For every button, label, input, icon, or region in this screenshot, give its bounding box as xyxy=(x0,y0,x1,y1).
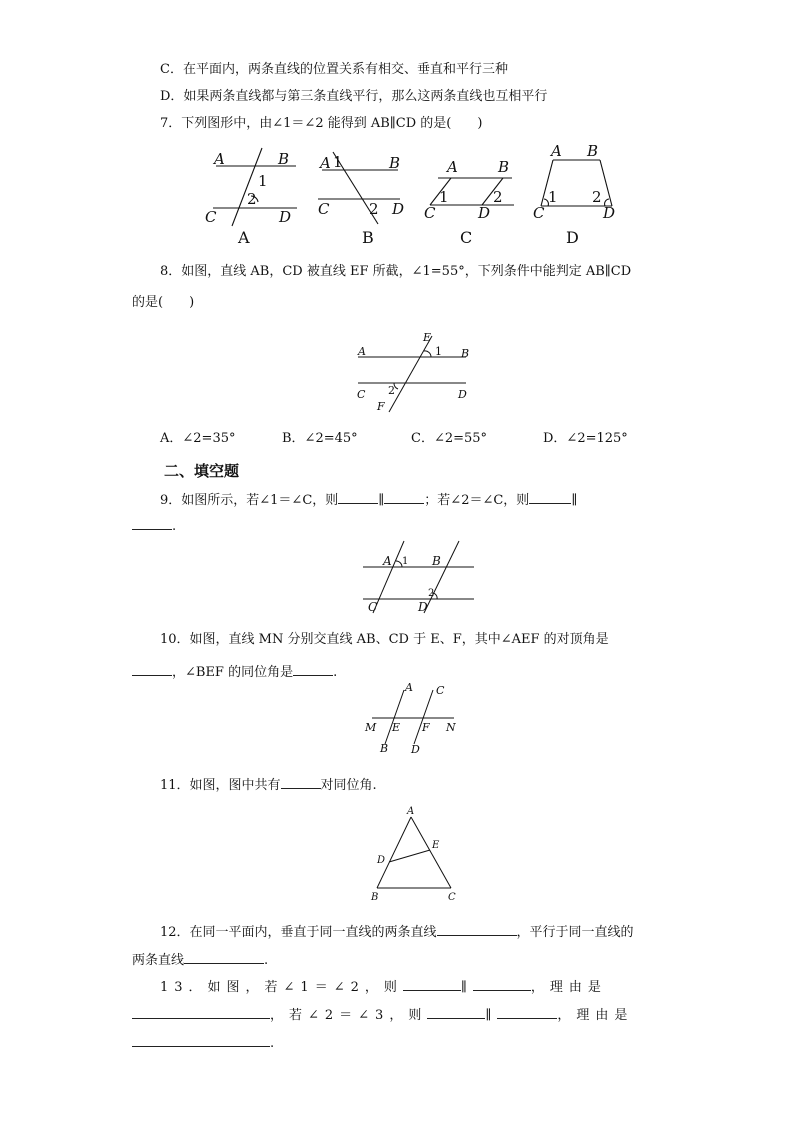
q7c-label-2: 2 xyxy=(493,188,503,206)
q10-figure xyxy=(0,680,794,760)
q10-label-c: C xyxy=(436,684,445,697)
q7-figures xyxy=(0,140,794,270)
q13-blank-3[interactable] xyxy=(132,1005,270,1019)
q13-blank-1[interactable] xyxy=(403,977,461,991)
q10-text-1: 10．如图，直线 MN 分别交直线 AB、CD 于 E、F，其中∠AEF 的对顶角是 xyxy=(160,632,609,647)
q7d-label-1: 1 xyxy=(548,188,558,206)
q13-period: . xyxy=(270,1036,275,1051)
q9-blank-3[interactable] xyxy=(529,490,571,504)
q7d-label-d: D xyxy=(603,204,616,222)
q10-stem xyxy=(160,633,609,646)
q7d-label-b: B xyxy=(587,142,599,160)
q10-blank-1[interactable] xyxy=(132,662,172,676)
q7c-label-b: B xyxy=(498,158,510,176)
q7a-label-d: D xyxy=(279,208,292,226)
q12-text-3: 两条直线 xyxy=(132,953,185,968)
q8-label-f: F xyxy=(377,400,385,413)
q9-period: . xyxy=(172,519,177,534)
q11-text-2: 对同位角. xyxy=(320,778,377,793)
q7b-label-2: 2 xyxy=(369,200,379,218)
q13-parallel-2: ∥ xyxy=(485,1008,498,1023)
q8-label-a: A xyxy=(358,345,366,358)
q13-text-1: 13．如图，若∠1＝∠2，则 xyxy=(160,980,403,995)
q6-option-d: D．如果两条直线都与第三条直线平行，那么这两条直线也互相平行 xyxy=(160,89,548,104)
q12-text-1: 12．在同一平面内，垂直于同一直线的两条直线 xyxy=(160,925,437,940)
q8-option-c: C．∠2=55° xyxy=(411,431,488,446)
q9-parallel-1: ∥ xyxy=(378,493,385,508)
q13-stem-line3 xyxy=(132,1033,274,1050)
section-fill-in-heading: 二、填空题 xyxy=(164,462,240,480)
q8-label-b: B xyxy=(461,347,470,360)
q11-label-d: D xyxy=(377,855,386,866)
q9-label-a: A xyxy=(383,554,392,568)
q13-text-4: ，理由是 xyxy=(557,1008,634,1023)
q11-label-e: E xyxy=(432,840,440,851)
q7c-label-1: 1 xyxy=(439,188,449,206)
q7c-label-c: C xyxy=(424,204,436,222)
q9-label-1: 1 xyxy=(402,556,409,567)
q13-blank-6[interactable] xyxy=(132,1033,270,1047)
q13-stem-line2 xyxy=(132,1005,633,1022)
q7b-label-c: C xyxy=(318,200,330,218)
q13-blank-2[interactable] xyxy=(473,977,531,991)
q10-label-f: F xyxy=(422,721,430,734)
q10-stem-line2 xyxy=(132,662,337,679)
q7b-label-d: D xyxy=(392,200,405,218)
q8-option-d: D．∠2=125° xyxy=(543,431,628,446)
q13-text-2: ，理由是 xyxy=(530,980,607,995)
q7c-label-a: A xyxy=(447,158,458,176)
q9-parallel-2: ∥ xyxy=(571,493,578,508)
q9-stem-line2 xyxy=(132,516,176,533)
q8-figure xyxy=(0,328,794,418)
q10-blank-2[interactable] xyxy=(293,662,333,676)
q8-label-c: C xyxy=(357,388,366,401)
q8-label-d: D xyxy=(458,388,467,401)
q9-text-2: ；若∠2＝∠C，则 xyxy=(424,493,530,508)
q11-stem xyxy=(160,775,377,792)
q8-stem-line1: 8．如图，直线 AB，CD 被直线 EF 所截，∠1=55°，下列条件中能判定 AB∥CD xyxy=(160,264,632,279)
q7b-label-1: 1 xyxy=(333,153,343,171)
q9-label-d: D xyxy=(418,600,428,614)
q9-blank-4[interactable] xyxy=(132,516,172,530)
q8-label-2: 2 xyxy=(388,384,395,397)
q10-text-2: ，∠BEF 的同位角是 xyxy=(172,665,294,680)
q8-option-a: A．∠2=35° xyxy=(160,431,236,446)
q7b-label-b: B xyxy=(389,154,401,172)
q8-option-b: B．∠2=45° xyxy=(282,431,358,446)
q13-text-3: ，若∠2＝∠3，则 xyxy=(270,1008,428,1023)
q13-stem xyxy=(160,977,607,994)
q9-stem xyxy=(160,490,577,507)
q11-label-b: B xyxy=(371,892,379,903)
q13-parallel-1: ∥ xyxy=(460,980,473,995)
q7a-label-a: A xyxy=(214,150,225,168)
q10-period: . xyxy=(333,665,338,680)
q7-caption-d: D xyxy=(566,228,579,247)
q9-figure xyxy=(0,538,794,618)
q10-label-n: N xyxy=(446,721,456,734)
q7c-label-d: D xyxy=(478,204,491,222)
q12-stem xyxy=(160,922,634,939)
q7a-label-c: C xyxy=(205,208,217,226)
q13-blank-5[interactable] xyxy=(497,1005,557,1019)
q10-label-a: A xyxy=(405,681,413,694)
q7d-label-a: A xyxy=(551,142,562,160)
q12-text-2: ，平行于同一直线的 xyxy=(516,925,634,940)
q11-text-1: 11．如图，图中共有 xyxy=(160,778,281,793)
q7a-label-1: 1 xyxy=(258,172,268,190)
q7d-label-2: 2 xyxy=(592,188,602,206)
q10-label-e: E xyxy=(392,721,401,734)
q10-label-b: B xyxy=(380,742,389,755)
q9-label-c: C xyxy=(368,600,378,614)
q9-blank-2[interactable] xyxy=(384,490,424,504)
q7-caption-c: C xyxy=(460,228,473,247)
q10-label-d: D xyxy=(411,743,420,756)
q8-stem-line2: 的是( ) xyxy=(132,295,195,310)
q8-label-e: E xyxy=(423,331,432,344)
q7b-label-a: A xyxy=(320,154,331,172)
q9-text-1: 9．如图所示，若∠1＝∠C，则 xyxy=(160,493,339,508)
q7-caption-a: A xyxy=(238,228,250,247)
q12-stem-line2 xyxy=(132,950,268,967)
q6-option-c: C．在平面内，两条直线的位置关系有相交、垂直和平行三种 xyxy=(160,62,508,77)
q12-blank-2[interactable] xyxy=(184,950,264,964)
q13-blank-4[interactable] xyxy=(427,1005,485,1019)
q8-label-1: 1 xyxy=(435,345,442,358)
q7a-label-2: 2 xyxy=(247,190,257,208)
q11-label-c: C xyxy=(448,892,456,903)
q9-blank-1[interactable] xyxy=(338,490,378,504)
q7a-label-b: B xyxy=(278,150,290,168)
q11-label-a: A xyxy=(407,806,415,817)
q12-blank-1[interactable] xyxy=(437,922,517,936)
q7-caption-b: B xyxy=(362,228,374,247)
q11-blank[interactable] xyxy=(281,775,321,789)
q7d-label-c: C xyxy=(533,204,545,222)
q10-label-m: M xyxy=(365,721,377,734)
q9-label-2: 2 xyxy=(428,588,435,599)
q9-label-b: B xyxy=(432,554,441,568)
q7-stem: 7．下列图形中，由∠1＝∠2 能得到 AB∥CD 的是( ) xyxy=(160,116,483,131)
q11-figure xyxy=(0,802,794,902)
q12-period: . xyxy=(264,953,269,968)
